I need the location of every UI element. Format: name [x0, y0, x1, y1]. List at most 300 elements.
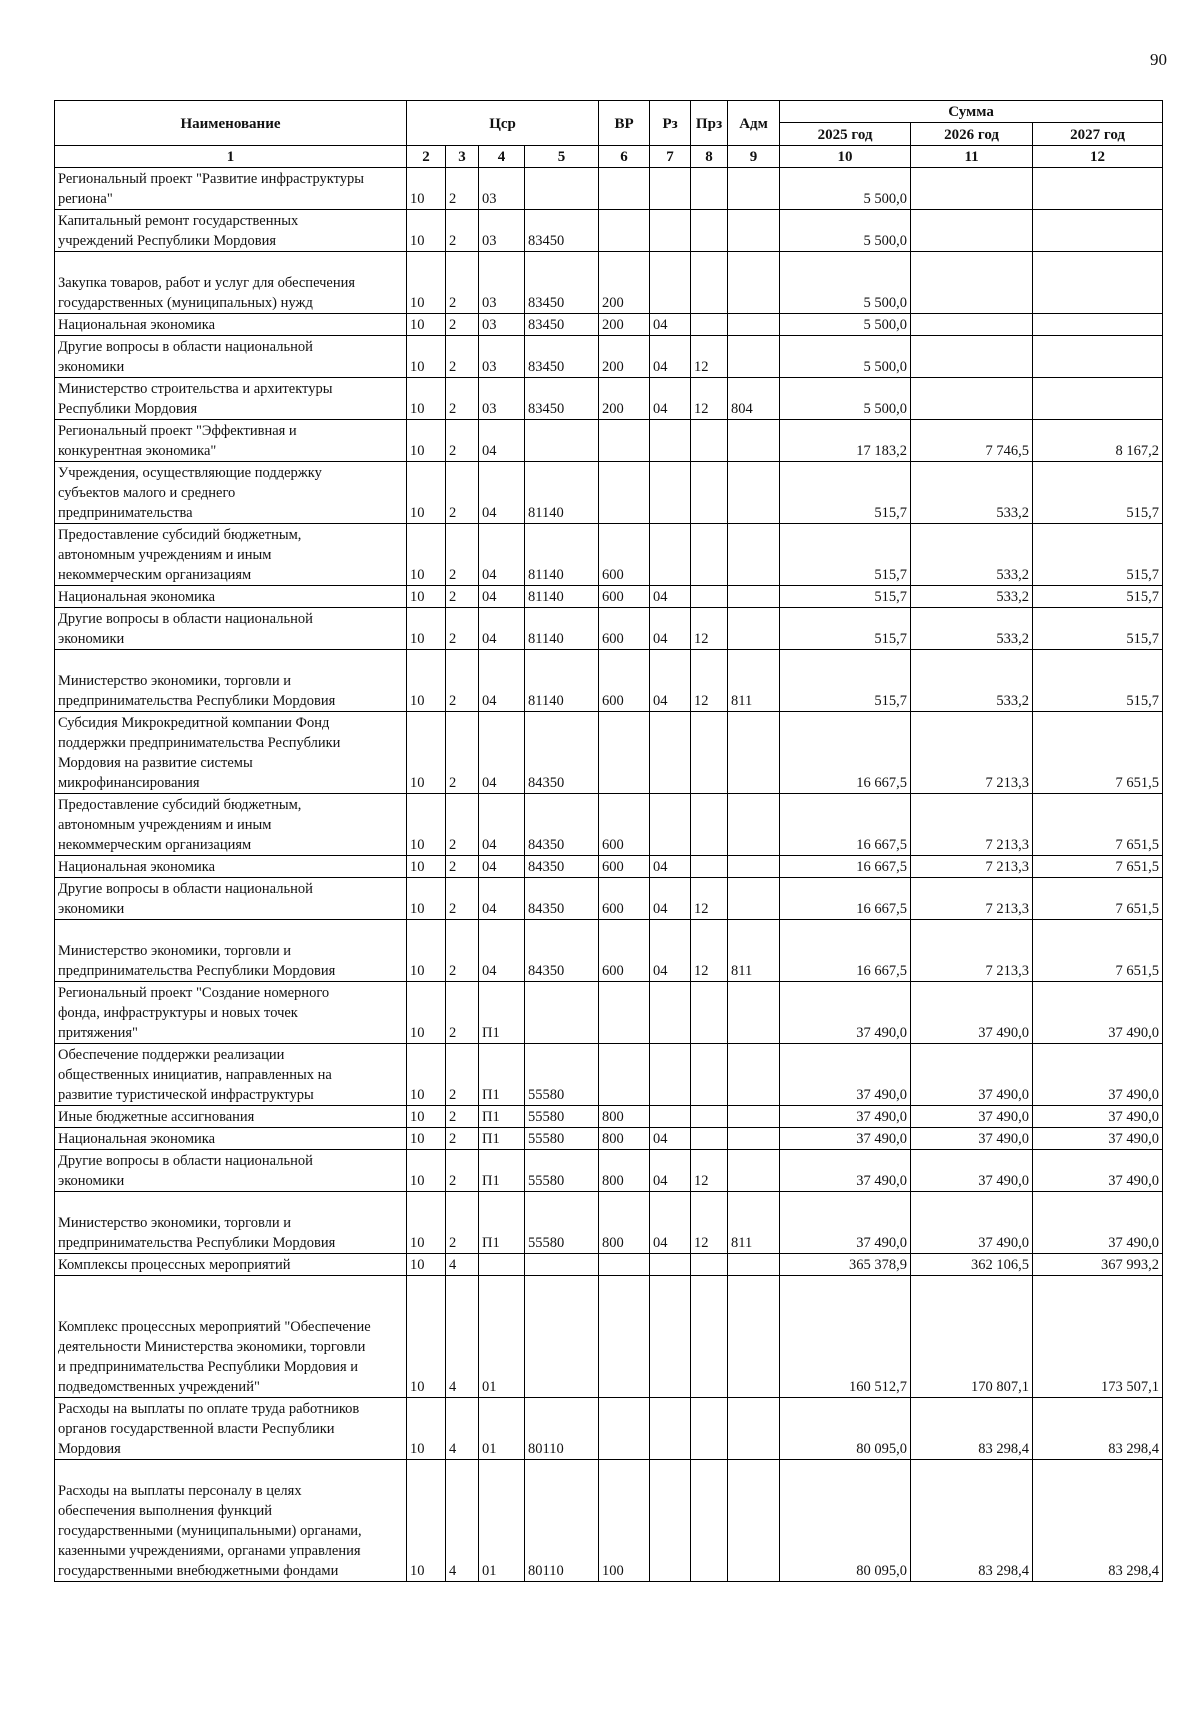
- col-number: 4: [479, 146, 525, 168]
- table-row: [55, 1276, 1163, 1398]
- amount-2025: 37 490,0: [780, 1150, 911, 1192]
- csr-type: 4: [446, 1398, 479, 1460]
- csr-program: 10: [407, 378, 446, 420]
- csr-project: 01: [479, 1398, 525, 1460]
- row-name: Национальная экономика: [55, 856, 407, 878]
- csr-program: 10: [407, 252, 446, 314]
- csr-direction: 55580: [525, 1150, 599, 1192]
- csr-type: 2: [446, 856, 479, 878]
- csr-type: 2: [446, 314, 479, 336]
- table-row: [55, 462, 1163, 524]
- csr-project: П1: [479, 1128, 525, 1150]
- csr-program: 10: [407, 462, 446, 524]
- amount-2026: 7 213,3: [911, 712, 1033, 794]
- csr-program: 10: [407, 168, 446, 210]
- csr-type: 2: [446, 1128, 479, 1150]
- budget-table: [54, 100, 1163, 1582]
- prz-code: [691, 1106, 728, 1128]
- prz-code: 12: [691, 1192, 728, 1254]
- amount-2025: 365 378,9: [780, 1254, 911, 1276]
- table-row: [55, 1460, 1163, 1582]
- csr-type: 2: [446, 524, 479, 586]
- page-number: 90: [1150, 50, 1167, 69]
- header-prz: Прз: [691, 101, 728, 146]
- table-row: [55, 210, 1163, 252]
- prz-code: [691, 524, 728, 586]
- table-row: [55, 1192, 1163, 1254]
- table-body: [55, 168, 1163, 1582]
- prz-code: [691, 982, 728, 1044]
- adm-code: [728, 1460, 780, 1582]
- row-name: Иные бюджетные ассигнования: [55, 1106, 407, 1128]
- csr-direction: 84350: [525, 920, 599, 982]
- amount-2027: 515,7: [1033, 608, 1163, 650]
- vr-code: 600: [599, 856, 650, 878]
- amount-2025: 37 490,0: [780, 1044, 911, 1106]
- rz-code: [650, 462, 691, 524]
- adm-code: [728, 1106, 780, 1128]
- table-row: [55, 524, 1163, 586]
- rz-code: [650, 252, 691, 314]
- table-row: [55, 1398, 1163, 1460]
- amount-2025: 515,7: [780, 586, 911, 608]
- csr-program: 10: [407, 1128, 446, 1150]
- prz-code: [691, 1254, 728, 1276]
- csr-direction: 84350: [525, 878, 599, 920]
- adm-code: [728, 1254, 780, 1276]
- csr-project: 04: [479, 794, 525, 856]
- vr-code: 200: [599, 336, 650, 378]
- prz-code: 12: [691, 1150, 728, 1192]
- amount-2026: 37 490,0: [911, 1150, 1033, 1192]
- vr-code: 100: [599, 1460, 650, 1582]
- table-row: [55, 1106, 1163, 1128]
- prz-code: [691, 1128, 728, 1150]
- amount-2025: 5 500,0: [780, 168, 911, 210]
- table-row: [55, 794, 1163, 856]
- row-name: Субсидия Микрокредитной компании Фонд поддержки предпринимательства Республики Мордовия на развитие системы микрофинансирования: [55, 712, 407, 794]
- csr-direction: 81140: [525, 462, 599, 524]
- amount-2027: 37 490,0: [1033, 982, 1163, 1044]
- csr-project: 04: [479, 712, 525, 794]
- rz-code: [650, 1044, 691, 1106]
- csr-type: 2: [446, 650, 479, 712]
- header-name: Наименование: [55, 101, 407, 146]
- csr-project: 03: [479, 210, 525, 252]
- amount-2026: 533,2: [911, 524, 1033, 586]
- vr-code: 800: [599, 1150, 650, 1192]
- csr-program: 10: [407, 856, 446, 878]
- vr-code: 800: [599, 1106, 650, 1128]
- amount-2027: 37 490,0: [1033, 1044, 1163, 1106]
- amount-2025: 5 500,0: [780, 252, 911, 314]
- adm-code: [728, 794, 780, 856]
- amount-2026: [911, 210, 1033, 252]
- csr-project: 03: [479, 314, 525, 336]
- csr-project: 04: [479, 586, 525, 608]
- row-name: Закупка товаров, работ и услуг для обеспечения государственных (муниципальных) нужд: [55, 252, 407, 314]
- csr-program: 10: [407, 878, 446, 920]
- csr-program: 10: [407, 1106, 446, 1128]
- rz-code: 04: [650, 336, 691, 378]
- csr-program: 10: [407, 314, 446, 336]
- row-name: Другие вопросы в области национальной экономики: [55, 608, 407, 650]
- rz-code: 04: [650, 608, 691, 650]
- prz-code: [691, 856, 728, 878]
- vr-code: [599, 1044, 650, 1106]
- amount-2027: 515,7: [1033, 586, 1163, 608]
- csr-type: 2: [446, 1106, 479, 1128]
- row-name: Национальная экономика: [55, 586, 407, 608]
- csr-direction: 83450: [525, 210, 599, 252]
- csr-direction: 84350: [525, 794, 599, 856]
- csr-direction: 80110: [525, 1398, 599, 1460]
- amount-2026: 533,2: [911, 650, 1033, 712]
- csr-project: П1: [479, 1044, 525, 1106]
- csr-program: 10: [407, 1150, 446, 1192]
- rz-code: 04: [650, 920, 691, 982]
- csr-program: 10: [407, 420, 446, 462]
- rz-code: [650, 1276, 691, 1398]
- header-sum: Сумма: [780, 101, 1163, 123]
- csr-project: 04: [479, 856, 525, 878]
- column-number-row: [55, 146, 1163, 168]
- row-name: Комплекс процессных мероприятий "Обеспечение деятельности Министерства экономики, торговли и предпринимательства Республики Мордовия и подведомственных учреждений": [55, 1276, 407, 1398]
- csr-type: 2: [446, 1150, 479, 1192]
- amount-2025: 80 095,0: [780, 1460, 911, 1582]
- adm-code: 811: [728, 650, 780, 712]
- adm-code: [728, 462, 780, 524]
- csr-project: П1: [479, 1192, 525, 1254]
- table-header: [55, 101, 1163, 168]
- csr-direction: 83450: [525, 252, 599, 314]
- table-row: [55, 1150, 1163, 1192]
- col-number: 11: [911, 146, 1033, 168]
- rz-code: 04: [650, 1150, 691, 1192]
- rz-code: [650, 1460, 691, 1582]
- prz-code: 12: [691, 336, 728, 378]
- amount-2026: 533,2: [911, 608, 1033, 650]
- amount-2026: [911, 336, 1033, 378]
- csr-project: 04: [479, 608, 525, 650]
- header-csr: Цср: [407, 101, 599, 146]
- csr-project: П1: [479, 1106, 525, 1128]
- amount-2026: [911, 252, 1033, 314]
- csr-project: 04: [479, 920, 525, 982]
- amount-2026: 7 213,3: [911, 856, 1033, 878]
- amount-2025: 5 500,0: [780, 210, 911, 252]
- table-row: [55, 920, 1163, 982]
- row-name: Расходы на выплаты персоналу в целях обеспечения выполнения функций государственными (муниципальными) органами, казенными учреждениями, органами управления государственными внебюджетными фондами: [55, 1460, 407, 1582]
- csr-type: 2: [446, 712, 479, 794]
- csr-type: 2: [446, 420, 479, 462]
- csr-project: 04: [479, 462, 525, 524]
- csr-direction: 81140: [525, 524, 599, 586]
- csr-type: 2: [446, 210, 479, 252]
- csr-program: 10: [407, 586, 446, 608]
- csr-program: 10: [407, 1192, 446, 1254]
- rz-code: 04: [650, 878, 691, 920]
- table-row: [55, 982, 1163, 1044]
- amount-2026: 7 746,5: [911, 420, 1033, 462]
- prz-code: [691, 252, 728, 314]
- csr-direction: 55580: [525, 1044, 599, 1106]
- row-name: Учреждения, осуществляющие поддержку субъектов малого и среднего предпринимательства: [55, 462, 407, 524]
- col-number: 10: [780, 146, 911, 168]
- amount-2025: 37 490,0: [780, 1106, 911, 1128]
- amount-2027: 515,7: [1033, 462, 1163, 524]
- table-row: [55, 650, 1163, 712]
- csr-program: 10: [407, 1044, 446, 1106]
- amount-2027: 37 490,0: [1033, 1128, 1163, 1150]
- adm-code: [728, 856, 780, 878]
- csr-direction: 81140: [525, 608, 599, 650]
- adm-code: [728, 1044, 780, 1106]
- prz-code: [691, 1398, 728, 1460]
- csr-type: 4: [446, 1254, 479, 1276]
- table-row: [55, 378, 1163, 420]
- adm-code: [728, 314, 780, 336]
- amount-2026: 7 213,3: [911, 920, 1033, 982]
- table-row: [55, 856, 1163, 878]
- vr-code: [599, 210, 650, 252]
- vr-code: 600: [599, 878, 650, 920]
- amount-2025: 16 667,5: [780, 878, 911, 920]
- amount-2027: [1033, 336, 1163, 378]
- vr-code: 600: [599, 794, 650, 856]
- row-name: Комплексы процессных мероприятий: [55, 1254, 407, 1276]
- vr-code: 200: [599, 314, 650, 336]
- amount-2027: [1033, 314, 1163, 336]
- adm-code: [728, 168, 780, 210]
- row-name: Предоставление субсидий бюджетным, автономным учреждениям и иным некоммерческим организациям: [55, 524, 407, 586]
- csr-direction: [525, 420, 599, 462]
- adm-code: [728, 1398, 780, 1460]
- prz-code: [691, 1276, 728, 1398]
- table-row: [55, 314, 1163, 336]
- adm-code: [728, 1128, 780, 1150]
- adm-code: [728, 252, 780, 314]
- table-row: [55, 336, 1163, 378]
- vr-code: 800: [599, 1192, 650, 1254]
- adm-code: 811: [728, 920, 780, 982]
- vr-code: 600: [599, 650, 650, 712]
- table-row: [55, 878, 1163, 920]
- amount-2026: 37 490,0: [911, 1106, 1033, 1128]
- amount-2025: 16 667,5: [780, 712, 911, 794]
- rz-code: [650, 1398, 691, 1460]
- csr-project: [479, 1254, 525, 1276]
- amount-2027: [1033, 210, 1163, 252]
- adm-code: [728, 712, 780, 794]
- rz-code: [650, 420, 691, 462]
- amount-2025: 17 183,2: [780, 420, 911, 462]
- header-vr: ВР: [599, 101, 650, 146]
- header-rz: Рз: [650, 101, 691, 146]
- row-name: Министерство экономики, торговли и предпринимательства Республики Мордовия: [55, 920, 407, 982]
- prz-code: [691, 210, 728, 252]
- adm-code: 811: [728, 1192, 780, 1254]
- row-name: Региональный проект "Развитие инфраструктуры региона": [55, 168, 407, 210]
- vr-code: [599, 168, 650, 210]
- row-name: Капитальный ремонт государственных учреждений Республики Мордовия: [55, 210, 407, 252]
- rz-code: 04: [650, 586, 691, 608]
- vr-code: [599, 1276, 650, 1398]
- csr-direction: 55580: [525, 1128, 599, 1150]
- csr-type: 2: [446, 1044, 479, 1106]
- prz-code: [691, 586, 728, 608]
- amount-2026: 533,2: [911, 586, 1033, 608]
- row-name: Другие вопросы в области национальной экономики: [55, 878, 407, 920]
- adm-code: 804: [728, 378, 780, 420]
- vr-code: 600: [599, 608, 650, 650]
- vr-code: [599, 1254, 650, 1276]
- col-number: 1: [55, 146, 407, 168]
- csr-direction: 80110: [525, 1460, 599, 1582]
- amount-2027: 83 298,4: [1033, 1398, 1163, 1460]
- amount-2026: [911, 314, 1033, 336]
- row-name: Национальная экономика: [55, 1128, 407, 1150]
- rz-code: [650, 982, 691, 1044]
- amount-2025: 16 667,5: [780, 856, 911, 878]
- amount-2026: 37 490,0: [911, 1044, 1033, 1106]
- csr-project: 01: [479, 1460, 525, 1582]
- csr-direction: 83450: [525, 336, 599, 378]
- prz-code: 12: [691, 650, 728, 712]
- header-adm: Адм: [728, 101, 780, 146]
- amount-2027: 37 490,0: [1033, 1106, 1163, 1128]
- csr-program: 10: [407, 608, 446, 650]
- prz-code: 12: [691, 878, 728, 920]
- adm-code: [728, 420, 780, 462]
- prz-code: [691, 1044, 728, 1106]
- csr-program: 10: [407, 524, 446, 586]
- csr-direction: [525, 982, 599, 1044]
- csr-program: 10: [407, 336, 446, 378]
- prz-code: [691, 168, 728, 210]
- rz-code: [650, 210, 691, 252]
- amount-2027: 37 490,0: [1033, 1192, 1163, 1254]
- amount-2027: 7 651,5: [1033, 712, 1163, 794]
- csr-project: 03: [479, 168, 525, 210]
- csr-type: 2: [446, 378, 479, 420]
- csr-type: 2: [446, 336, 479, 378]
- csr-direction: [525, 168, 599, 210]
- header-year-2026: 2026 год: [911, 123, 1033, 146]
- rz-code: [650, 794, 691, 856]
- rz-code: [650, 1106, 691, 1128]
- amount-2025: 37 490,0: [780, 982, 911, 1044]
- amount-2026: 7 213,3: [911, 794, 1033, 856]
- amount-2027: 515,7: [1033, 650, 1163, 712]
- amount-2026: 83 298,4: [911, 1398, 1033, 1460]
- csr-direction: 55580: [525, 1192, 599, 1254]
- rz-code: 04: [650, 378, 691, 420]
- amount-2026: 7 213,3: [911, 878, 1033, 920]
- csr-type: 2: [446, 794, 479, 856]
- csr-project: 04: [479, 878, 525, 920]
- amount-2025: 5 500,0: [780, 378, 911, 420]
- amount-2027: 7 651,5: [1033, 920, 1163, 982]
- rz-code: 04: [650, 650, 691, 712]
- csr-direction: 81140: [525, 586, 599, 608]
- table-row: [55, 252, 1163, 314]
- amount-2025: 5 500,0: [780, 314, 911, 336]
- csr-direction: [525, 1276, 599, 1398]
- vr-code: 600: [599, 920, 650, 982]
- csr-program: 10: [407, 1460, 446, 1582]
- prz-code: 12: [691, 608, 728, 650]
- rz-code: [650, 524, 691, 586]
- table-row: [55, 608, 1163, 650]
- rz-code: 04: [650, 314, 691, 336]
- vr-code: 600: [599, 586, 650, 608]
- prz-code: [691, 794, 728, 856]
- adm-code: [728, 982, 780, 1044]
- csr-program: 10: [407, 210, 446, 252]
- csr-type: 4: [446, 1460, 479, 1582]
- vr-code: [599, 982, 650, 1044]
- csr-direction: 81140: [525, 650, 599, 712]
- csr-project: 04: [479, 524, 525, 586]
- csr-type: 2: [446, 462, 479, 524]
- row-name: Министерство строительства и архитектуры Республики Мордовия: [55, 378, 407, 420]
- table-row: [55, 1254, 1163, 1276]
- prz-code: [691, 1460, 728, 1582]
- csr-type: 2: [446, 920, 479, 982]
- amount-2025: 515,7: [780, 462, 911, 524]
- csr-program: 10: [407, 794, 446, 856]
- amount-2027: [1033, 168, 1163, 210]
- adm-code: [728, 336, 780, 378]
- vr-code: 600: [599, 524, 650, 586]
- amount-2027: 7 651,5: [1033, 878, 1163, 920]
- rz-code: [650, 712, 691, 794]
- row-name: Предоставление субсидий бюджетным, автономным учреждениям и иным некоммерческим организациям: [55, 794, 407, 856]
- amount-2027: [1033, 252, 1163, 314]
- csr-direction: 83450: [525, 378, 599, 420]
- rz-code: 04: [650, 1192, 691, 1254]
- amount-2025: 160 512,7: [780, 1276, 911, 1398]
- csr-direction: 55580: [525, 1106, 599, 1128]
- amount-2026: 170 807,1: [911, 1276, 1033, 1398]
- header-year-2027: 2027 год: [1033, 123, 1163, 146]
- vr-code: 200: [599, 252, 650, 314]
- table-row: [55, 712, 1163, 794]
- adm-code: [728, 608, 780, 650]
- csr-program: 10: [407, 1254, 446, 1276]
- col-number: 2: [407, 146, 446, 168]
- csr-project: 04: [479, 420, 525, 462]
- adm-code: [728, 524, 780, 586]
- amount-2025: 5 500,0: [780, 336, 911, 378]
- csr-program: 10: [407, 982, 446, 1044]
- vr-code: [599, 1398, 650, 1460]
- csr-project: П1: [479, 982, 525, 1044]
- amount-2025: 37 490,0: [780, 1128, 911, 1150]
- amount-2025: 16 667,5: [780, 920, 911, 982]
- prz-code: 12: [691, 920, 728, 982]
- vr-code: [599, 712, 650, 794]
- row-name: Другие вопросы в области национальной экономики: [55, 1150, 407, 1192]
- amount-2025: 80 095,0: [780, 1398, 911, 1460]
- rz-code: [650, 168, 691, 210]
- csr-direction: 83450: [525, 314, 599, 336]
- csr-type: 2: [446, 608, 479, 650]
- vr-code: 200: [599, 378, 650, 420]
- rz-code: [650, 1254, 691, 1276]
- rz-code: 04: [650, 856, 691, 878]
